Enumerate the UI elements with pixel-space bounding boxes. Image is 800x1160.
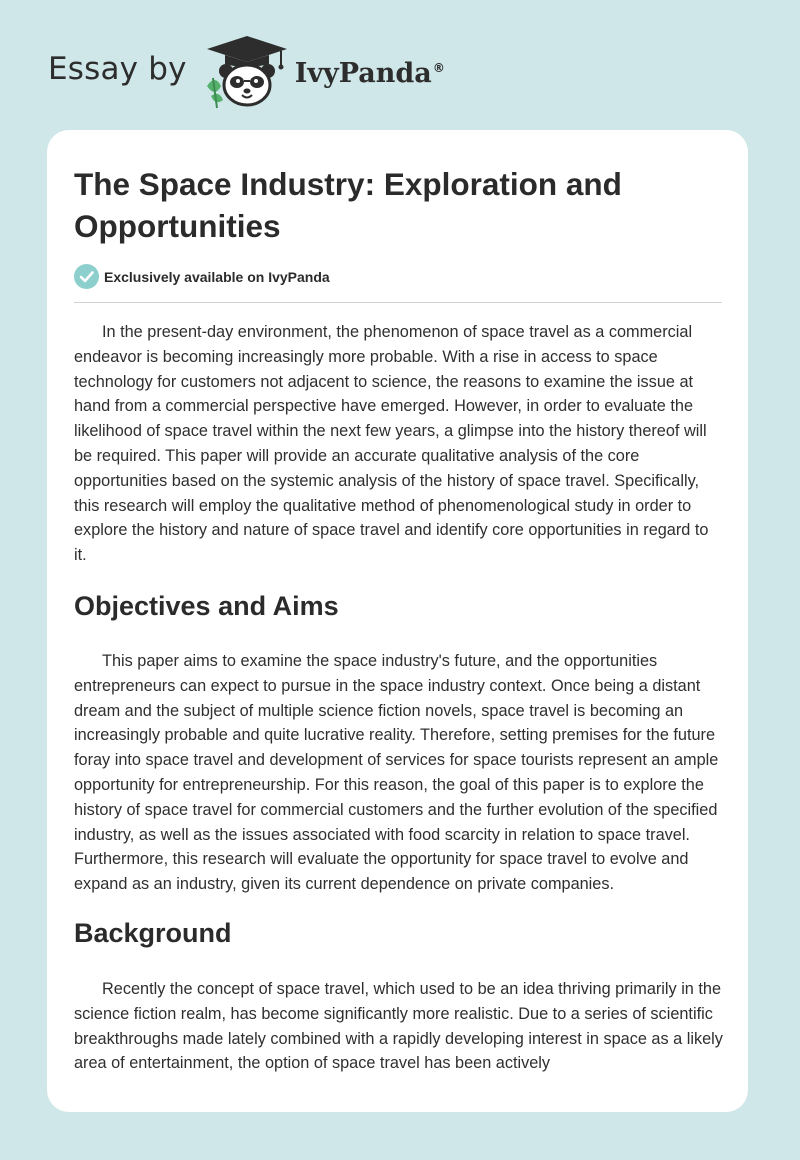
divider	[74, 302, 722, 303]
brand-prefix: Essay by	[48, 51, 187, 87]
panda-logo-icon[interactable]	[201, 34, 293, 110]
intro-paragraph: In the present-day environment, the phenomenon of space travel as a commercial endeavor is becoming increasingly more probable. With a rise in access to space technology for customers not adjacent to science, the reasons to examine the issue at hand from a commercial perspective have emerged. However, in order to evaluate the likelihood of space travel within the next few years, a glimpse into the history thereof will be required. This paper will provide an accurate qualitative analysis of the core opportunities based on the systemic analysis of the history of space travel. Specifically, this research will employ the qualitative method of phenomenological study in order to explore the history and nature of space travel and identify core opportunities in regard to it.	[74, 323, 709, 565]
section-heading-background: Background	[74, 917, 232, 948]
page-title: The Space Industry: Exploration and Opportunities	[74, 166, 622, 244]
article-body	[74, 320, 723, 1076]
objectives-paragraph: This paper aims to examine the space industry's future, and the opportunities entrepreneurs can expect to pursue in the space industry context. Once being a distant dream and the subject of multiple science fiction novels, space travel is becoming an increasingly probable and quite lucrative reality. Therefore, setting premises for the future foray into space travel and development of services for space tourists represent an ample opportunity for entrepreneurship. For this reason, the goal of this paper is to explore the history of space travel for commercial customers and the further evolution of the specified industry, as well as the issues associated with food scarcity in relation to space travel. Furthermore, this research will evaluate the opportunity for space travel to evolve and expand as an industry, given its current dependence on private companies.	[74, 651, 719, 894]
section-heading-objectives: Objectives and Aims	[74, 590, 339, 621]
brand-header	[48, 34, 445, 110]
exclusive-badge	[74, 264, 330, 289]
registered-mark: ®	[432, 60, 445, 75]
brand-name: IvyPanda®	[294, 57, 445, 89]
background-paragraph: Recently the concept of space travel, which used to be an idea thriving primarily in the science fiction realm, has become significantly more realistic. Due to a series of scientific breakthroughs made lately combined with a rapidly developing interest in space as a likely area of entertainment, the option of space travel has been actively	[74, 979, 723, 1073]
check-circle-icon	[74, 264, 99, 289]
exclusive-label: Exclusively available on IvyPanda	[104, 268, 330, 285]
essay-card	[47, 130, 748, 1112]
